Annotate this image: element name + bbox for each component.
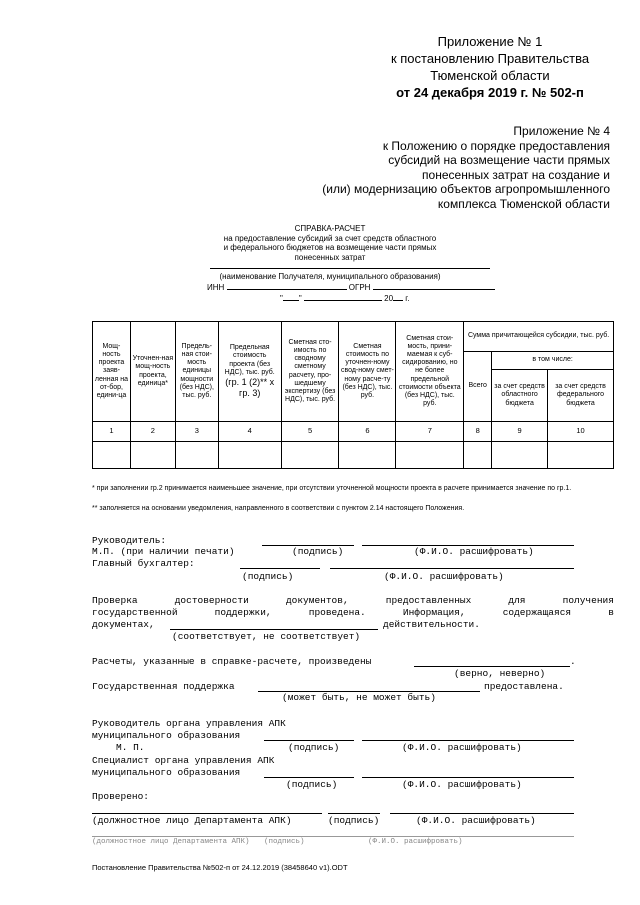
verification-word: государственной <box>92 607 178 618</box>
date-row <box>280 293 409 304</box>
col-header-7: Сметная стои-мость, прини-маемая к суб-сидированию, но не более предельной стоимости объекта (без НДС), тыс. руб. <box>396 322 464 422</box>
col-header-4-formula: (гр. 1 (2)** x гр. 3) <box>225 376 275 398</box>
faded-official-hint: (должностное лицо Департамента АПК) <box>92 838 250 846</box>
col-number: 10 <box>548 422 614 442</box>
accountant-signature-line[interactable] <box>240 568 320 569</box>
documents-label: документах, <box>92 619 155 630</box>
stamp-label: М.П. (при наличии печати) <box>92 546 235 557</box>
dept-signature-line[interactable] <box>328 813 380 814</box>
dept-official-hint: (должностное лицо Департамента АПК) <box>92 815 292 826</box>
verification-word: Информация, <box>402 607 466 618</box>
verification-word: содержащаяся <box>502 607 572 618</box>
apk-head-label-1: Руководитель органа управления АПК <box>92 718 286 729</box>
col-header-5: Сметная сто-имость по сводному сметному расчету, про-шедшему экспертизу (без НДС), тыс. руб. <box>281 322 339 422</box>
form-subtitle-3: понесенных затрат <box>294 252 366 262</box>
calculations-label: Расчеты, указанные в справке-расчете, произведены <box>92 656 372 667</box>
verification-word: для <box>508 595 526 606</box>
form-subtitle-2: и федерального бюджетов на возмещение части прямых <box>223 243 437 252</box>
date-month-field[interactable] <box>304 293 382 301</box>
accountant-name-line[interactable] <box>330 568 574 569</box>
apk-head-signature-line[interactable] <box>264 740 354 741</box>
name-hint: (Ф.И.О. расшифровать) <box>416 815 536 826</box>
inn-ogrn-row <box>207 282 495 293</box>
result-hint: (верно, неверно) <box>454 668 546 679</box>
chief-accountant-label: Главный бухгалтер: <box>92 558 195 569</box>
col-header-3: Предель-ная стои-мость единицы мощности (без НДС), тыс. руб. <box>175 322 218 422</box>
ogrn-field[interactable] <box>373 282 495 290</box>
col-header-federal: за счет средств федерального бюджета <box>548 370 614 422</box>
dept-name-line[interactable] <box>390 813 574 814</box>
faded-signature-line <box>92 836 574 837</box>
table-cell[interactable] <box>93 442 131 469</box>
name-hint: (Ф.И.О. расшифровать) <box>402 742 522 753</box>
verification-word: достоверности <box>174 595 249 606</box>
verification-word: поддержки, <box>214 607 272 618</box>
appendix-4-line6: комплекса Тюменской области <box>437 196 610 211</box>
table-cell[interactable] <box>548 442 614 469</box>
verification-word: документов, <box>285 595 349 606</box>
gov-support-label: Государственная поддержка <box>92 681 235 692</box>
col-header-2: Уточнен-ная мощ-ность проекта, единица* <box>130 322 175 422</box>
verification-word: проведена. <box>308 607 366 618</box>
decision-hint: (может быть, не может быть) <box>282 692 436 703</box>
apk-head-name-line[interactable] <box>362 740 574 741</box>
inn-field[interactable] <box>227 282 347 290</box>
appendix-4-line4: понесенных затрат на создание и <box>422 167 610 182</box>
col-header-1: Мощ-ность проекта заяв-ленная на от-бор, едини-ца <box>93 322 131 422</box>
date-quote-open: " <box>280 294 283 303</box>
appendix-4-line3: субсидий на возмещение части прямых <box>388 153 610 167</box>
checked-label: Проверено: <box>92 791 150 802</box>
table-cell[interactable] <box>464 442 492 469</box>
reality-label: действительности. <box>383 619 480 630</box>
date-quote-close: " <box>298 294 302 303</box>
signature-hint: (подпись) <box>328 815 380 826</box>
verification-word: получения <box>562 595 614 606</box>
verification-line-2 <box>92 607 614 619</box>
table-cell[interactable] <box>396 442 464 469</box>
col-header-regional: за счет средств областного бюджета <box>492 370 548 422</box>
verification-word: предоставленных <box>385 595 472 606</box>
appendix-4-number: Приложение № 4 <box>513 124 610 138</box>
apk-head-label-2: муниципального образования <box>92 730 241 741</box>
appendix-4-line2: к Положению о порядке предоставления <box>382 138 610 153</box>
table-cell[interactable] <box>281 442 339 469</box>
table-cell[interactable] <box>492 442 548 469</box>
col-number: 3 <box>175 422 218 442</box>
apk-spec-label-2: муниципального образования <box>92 767 241 778</box>
col-number: 5 <box>281 422 339 442</box>
apk-spec-label-1: Специалист органа управления АПК <box>92 755 275 766</box>
faded-name-hint: (Ф.И.О. расшифровать) <box>368 838 463 846</box>
document-footer: Постановление Правительства №502-п от 24.12.2019 (38458640 v1).ODT <box>92 863 348 872</box>
name-hint: (Ф.И.О. расшифровать) <box>414 546 534 557</box>
decree-ref: к постановлению Правительства <box>390 51 590 66</box>
col-header-4 <box>218 322 281 422</box>
stamp-label: М. П. <box>116 742 145 753</box>
faded-signature-hint: (подпись) <box>264 838 305 846</box>
col-number: 1 <box>93 422 131 442</box>
col-number: 9 <box>492 422 548 442</box>
col-number: 7 <box>396 422 464 442</box>
appendix-1-header <box>370 33 610 101</box>
apk-spec-name-line[interactable] <box>362 777 574 778</box>
table-cell[interactable] <box>130 442 175 469</box>
col-header-total: Всего <box>464 352 492 422</box>
date-day-field[interactable] <box>283 293 299 301</box>
col-number: 4 <box>218 422 281 442</box>
signature-hint: (подпись) <box>242 571 294 582</box>
table-cell[interactable] <box>218 442 281 469</box>
calculation-table <box>92 321 614 469</box>
date-suffix: г. <box>405 294 410 303</box>
col-header-6: Сметная стоимость по уточнен-ному свод-ному смет-ному расче-ту (без НДС), тыс. руб. <box>339 322 396 422</box>
date-year-prefix: 20 <box>384 294 394 303</box>
footnote-1: * при заполнении гр.2 принимается наименьшее значение, при отсутствии уточненной мощности проекта в расчете принимается значение по гр.1. <box>92 485 572 492</box>
col-header-4-title: Предельная стоимость проекта (без НДС), тыс. руб. <box>224 344 275 376</box>
col-header-subsidy: Сумма причитающейся субсидии, тыс. руб. <box>464 322 614 352</box>
inn-label: ИНН <box>207 283 225 292</box>
calculation-result-line[interactable] <box>414 666 570 667</box>
apk-spec-signature-line[interactable] <box>264 777 354 778</box>
name-hint: (Ф.И.О. расшифровать) <box>384 571 504 582</box>
compliance-hint: (соответствует, не соответствует) <box>172 631 361 642</box>
table-header-row <box>93 322 614 352</box>
verification-line-1 <box>92 595 614 607</box>
name-hint: (Ф.И.О. расшифровать) <box>402 779 522 790</box>
footnote-2: ** заполняется на основании уведомления, направленного в соответствии с пунктом 2.14 настоящего Положения. <box>92 505 465 512</box>
form-subtitle-1: на предоставление субсидий за счет средств областного <box>223 233 437 243</box>
table-row <box>93 422 614 442</box>
signature-hint: (подпись) <box>286 779 338 790</box>
ogrn-label: ОГРН <box>348 283 371 292</box>
table-cell[interactable] <box>175 442 218 469</box>
provided-label: предоставлена. <box>484 681 564 692</box>
date-year-field[interactable] <box>393 293 403 301</box>
table-cell[interactable] <box>339 442 396 469</box>
col-number: 2 <box>130 422 175 442</box>
col-number: 8 <box>464 422 492 442</box>
head-label: Руководитель: <box>92 535 167 546</box>
signature-hint: (подпись) <box>292 546 344 557</box>
dept-official-line[interactable] <box>92 813 322 814</box>
compliance-line[interactable] <box>170 629 378 630</box>
appendix-4-header <box>322 124 610 211</box>
verification-word: в <box>608 607 614 618</box>
form-title: СПРАВКА-РАСЧЕТ <box>294 224 366 233</box>
region-name: Тюменской области <box>430 68 550 83</box>
form-title-block <box>180 224 480 262</box>
decree-date: от 24 декабря 2019 г. № 502-п <box>396 85 584 100</box>
appendix-number: Приложение № 1 <box>437 34 543 49</box>
table-row <box>93 442 614 469</box>
recipient-hint: (наименование Получателя, муниципального образования) <box>219 272 441 281</box>
appendix-4-line5: (или) модернизацию объектов агропромышленного <box>322 182 610 196</box>
recipient-line[interactable] <box>210 268 490 269</box>
period: . <box>570 656 576 667</box>
col-number: 6 <box>339 422 396 442</box>
verification-word: Проверка <box>92 595 138 606</box>
col-header-including: в том числе: <box>492 352 614 370</box>
signature-hint: (подпись) <box>288 742 340 753</box>
